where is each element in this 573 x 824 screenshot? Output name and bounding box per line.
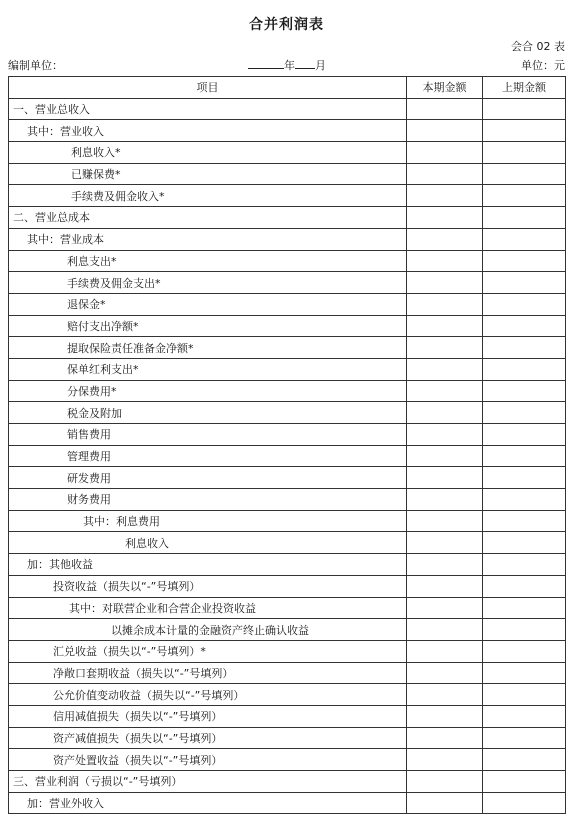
previous-amount-cell[interactable] [483, 727, 566, 749]
table-row [9, 272, 566, 294]
previous-amount-cell[interactable] [483, 424, 566, 446]
row-label: 已赚保费* [9, 163, 407, 185]
previous-amount-cell[interactable] [483, 185, 566, 207]
current-amount-cell[interactable] [407, 489, 483, 511]
previous-amount-cell[interactable] [483, 575, 566, 597]
table-row [9, 207, 566, 229]
row-label: 手续费及佣金收入* [9, 185, 407, 207]
header-current-amount: 本期金额 [407, 77, 483, 99]
current-amount-cell[interactable] [407, 684, 483, 706]
row-label: 资产减值损失（损失以“-”号填列） [9, 727, 407, 749]
current-amount-cell[interactable] [407, 532, 483, 554]
current-amount-cell[interactable] [407, 207, 483, 229]
current-amount-cell[interactable] [407, 98, 483, 120]
row-label: 公允价值变动收益（损失以“-”号填列） [9, 684, 407, 706]
row-label: 保单红利支出* [9, 358, 407, 380]
row-label: 其中：对联营企业和合营企业投资收益 [9, 597, 407, 619]
row-label: 净敞口套期收益（损失以“-”号填列） [9, 662, 407, 684]
table-row [9, 380, 566, 402]
previous-amount-cell[interactable] [483, 705, 566, 727]
previous-amount-cell[interactable] [483, 532, 566, 554]
previous-amount-cell[interactable] [483, 792, 566, 814]
table-row [9, 597, 566, 619]
previous-amount-cell[interactable] [483, 749, 566, 771]
table-row [9, 402, 566, 424]
table-row [9, 424, 566, 446]
row-label: 一、营业总收入 [9, 98, 407, 120]
row-label: 资产处置收益（损失以“-”号填列） [9, 749, 407, 771]
row-label: 利息支出* [9, 250, 407, 272]
table-row [9, 619, 566, 641]
table-row [9, 358, 566, 380]
row-label: 销售费用 [9, 424, 407, 446]
current-amount-cell[interactable] [407, 293, 483, 315]
table-row [9, 792, 566, 814]
previous-amount-cell[interactable] [483, 445, 566, 467]
previous-amount-cell[interactable] [483, 684, 566, 706]
current-amount-cell[interactable] [407, 402, 483, 424]
org-label: 编制单位： [8, 59, 63, 72]
table-row [9, 510, 566, 532]
current-amount-cell[interactable] [407, 380, 483, 402]
current-amount-cell[interactable] [407, 662, 483, 684]
row-label: 财务费用 [9, 489, 407, 511]
current-amount-cell[interactable] [407, 163, 483, 185]
row-label: 投资收益（损失以“-”号填列） [9, 575, 407, 597]
row-label: 退保金* [9, 293, 407, 315]
row-label: 三、营业利润（亏损以“-”号填列） [9, 771, 407, 793]
current-amount-cell[interactable] [407, 792, 483, 814]
previous-amount-cell[interactable] [483, 554, 566, 576]
previous-amount-cell[interactable] [483, 272, 566, 294]
income-statement-table [8, 76, 566, 814]
table-row [9, 684, 566, 706]
row-label: 税金及附加 [9, 402, 407, 424]
row-label: 手续费及佣金支出* [9, 272, 407, 294]
previous-amount-cell[interactable] [483, 293, 566, 315]
table-body [9, 98, 566, 814]
current-amount-cell[interactable] [407, 142, 483, 164]
current-amount-cell[interactable] [407, 272, 483, 294]
row-label: 赔付支出净额* [9, 315, 407, 337]
current-amount-cell[interactable] [407, 445, 483, 467]
current-amount-cell[interactable] [407, 705, 483, 727]
table-row [9, 185, 566, 207]
table-row [9, 749, 566, 771]
table-row [9, 575, 566, 597]
month-suffix: 月 [315, 59, 326, 72]
current-amount-cell[interactable] [407, 467, 483, 489]
current-amount-cell[interactable] [407, 228, 483, 250]
table-row [9, 662, 566, 684]
table-row [9, 532, 566, 554]
table-row [9, 554, 566, 576]
previous-amount-cell[interactable] [483, 597, 566, 619]
unit-label: 单位：元 [521, 59, 565, 72]
current-amount-cell[interactable] [407, 185, 483, 207]
table-row [9, 727, 566, 749]
current-amount-cell[interactable] [407, 424, 483, 446]
table-row [9, 142, 566, 164]
table-row [9, 250, 566, 272]
current-amount-cell[interactable] [407, 640, 483, 662]
report-title: 合并利润表 [249, 17, 324, 33]
report-meta [0, 57, 573, 73]
table-row [9, 489, 566, 511]
current-amount-cell[interactable] [407, 250, 483, 272]
previous-amount-cell[interactable] [483, 510, 566, 532]
previous-amount-cell[interactable] [483, 640, 566, 662]
table-row [9, 120, 566, 142]
row-label: 提取保险责任准备金净额* [9, 337, 407, 359]
previous-amount-cell[interactable] [483, 662, 566, 684]
row-label: 管理费用 [9, 445, 407, 467]
table-row [9, 163, 566, 185]
previous-amount-cell[interactable] [483, 163, 566, 185]
row-label: 利息收入 [9, 532, 407, 554]
table-row [9, 467, 566, 489]
table-header-row [9, 77, 566, 99]
month-blank[interactable] [295, 57, 315, 69]
year-blank[interactable] [248, 57, 284, 69]
previous-amount-cell[interactable] [483, 771, 566, 793]
previous-amount-cell[interactable] [483, 380, 566, 402]
form-number: 会合 02 表 [511, 40, 565, 53]
previous-amount-cell[interactable] [483, 250, 566, 272]
previous-amount-cell[interactable] [483, 142, 566, 164]
table-row [9, 640, 566, 662]
current-amount-cell[interactable] [407, 337, 483, 359]
current-amount-cell[interactable] [407, 315, 483, 337]
header-previous-amount: 上期金额 [483, 77, 566, 99]
previous-amount-cell[interactable] [483, 98, 566, 120]
row-label: 信用减值损失（损失以“-”号填列） [9, 705, 407, 727]
row-label: 利息收入* [9, 142, 407, 164]
report-date [248, 57, 326, 73]
table-row [9, 771, 566, 793]
current-amount-cell[interactable] [407, 120, 483, 142]
row-label: 其中：营业成本 [9, 228, 407, 250]
table-row [9, 445, 566, 467]
previous-amount-cell[interactable] [483, 467, 566, 489]
table-row [9, 228, 566, 250]
row-label: 研发费用 [9, 467, 407, 489]
current-amount-cell[interactable] [407, 358, 483, 380]
row-label: 其中：营业收入 [9, 120, 407, 142]
current-amount-cell[interactable] [407, 510, 483, 532]
previous-amount-cell[interactable] [483, 489, 566, 511]
year-suffix: 年 [284, 59, 295, 72]
table-row [9, 98, 566, 120]
row-label: 以摊余成本计量的金融资产终止确认收益 [9, 619, 407, 641]
row-label: 加：其他收益 [9, 554, 407, 576]
current-amount-cell[interactable] [407, 619, 483, 641]
current-amount-cell[interactable] [407, 575, 483, 597]
row-label: 其中：利息费用 [9, 510, 407, 532]
current-amount-cell[interactable] [407, 597, 483, 619]
previous-amount-cell[interactable] [483, 315, 566, 337]
previous-amount-cell[interactable] [483, 120, 566, 142]
current-amount-cell[interactable] [407, 554, 483, 576]
previous-amount-cell[interactable] [483, 358, 566, 380]
row-label: 分保费用* [9, 380, 407, 402]
previous-amount-cell[interactable] [483, 207, 566, 229]
previous-amount-cell[interactable] [483, 228, 566, 250]
row-label: 汇兑收益（损失以“-”号填列）* [9, 640, 407, 662]
row-label: 加：营业外收入 [9, 792, 407, 814]
table-row [9, 315, 566, 337]
previous-amount-cell[interactable] [483, 337, 566, 359]
table-row [9, 337, 566, 359]
previous-amount-cell[interactable] [483, 402, 566, 424]
current-amount-cell[interactable] [407, 771, 483, 793]
previous-amount-cell[interactable] [483, 619, 566, 641]
current-amount-cell[interactable] [407, 749, 483, 771]
row-label: 二、营业总成本 [9, 207, 407, 229]
current-amount-cell[interactable] [407, 727, 483, 749]
table-row [9, 293, 566, 315]
header-item: 项目 [9, 77, 407, 99]
table-row [9, 705, 566, 727]
